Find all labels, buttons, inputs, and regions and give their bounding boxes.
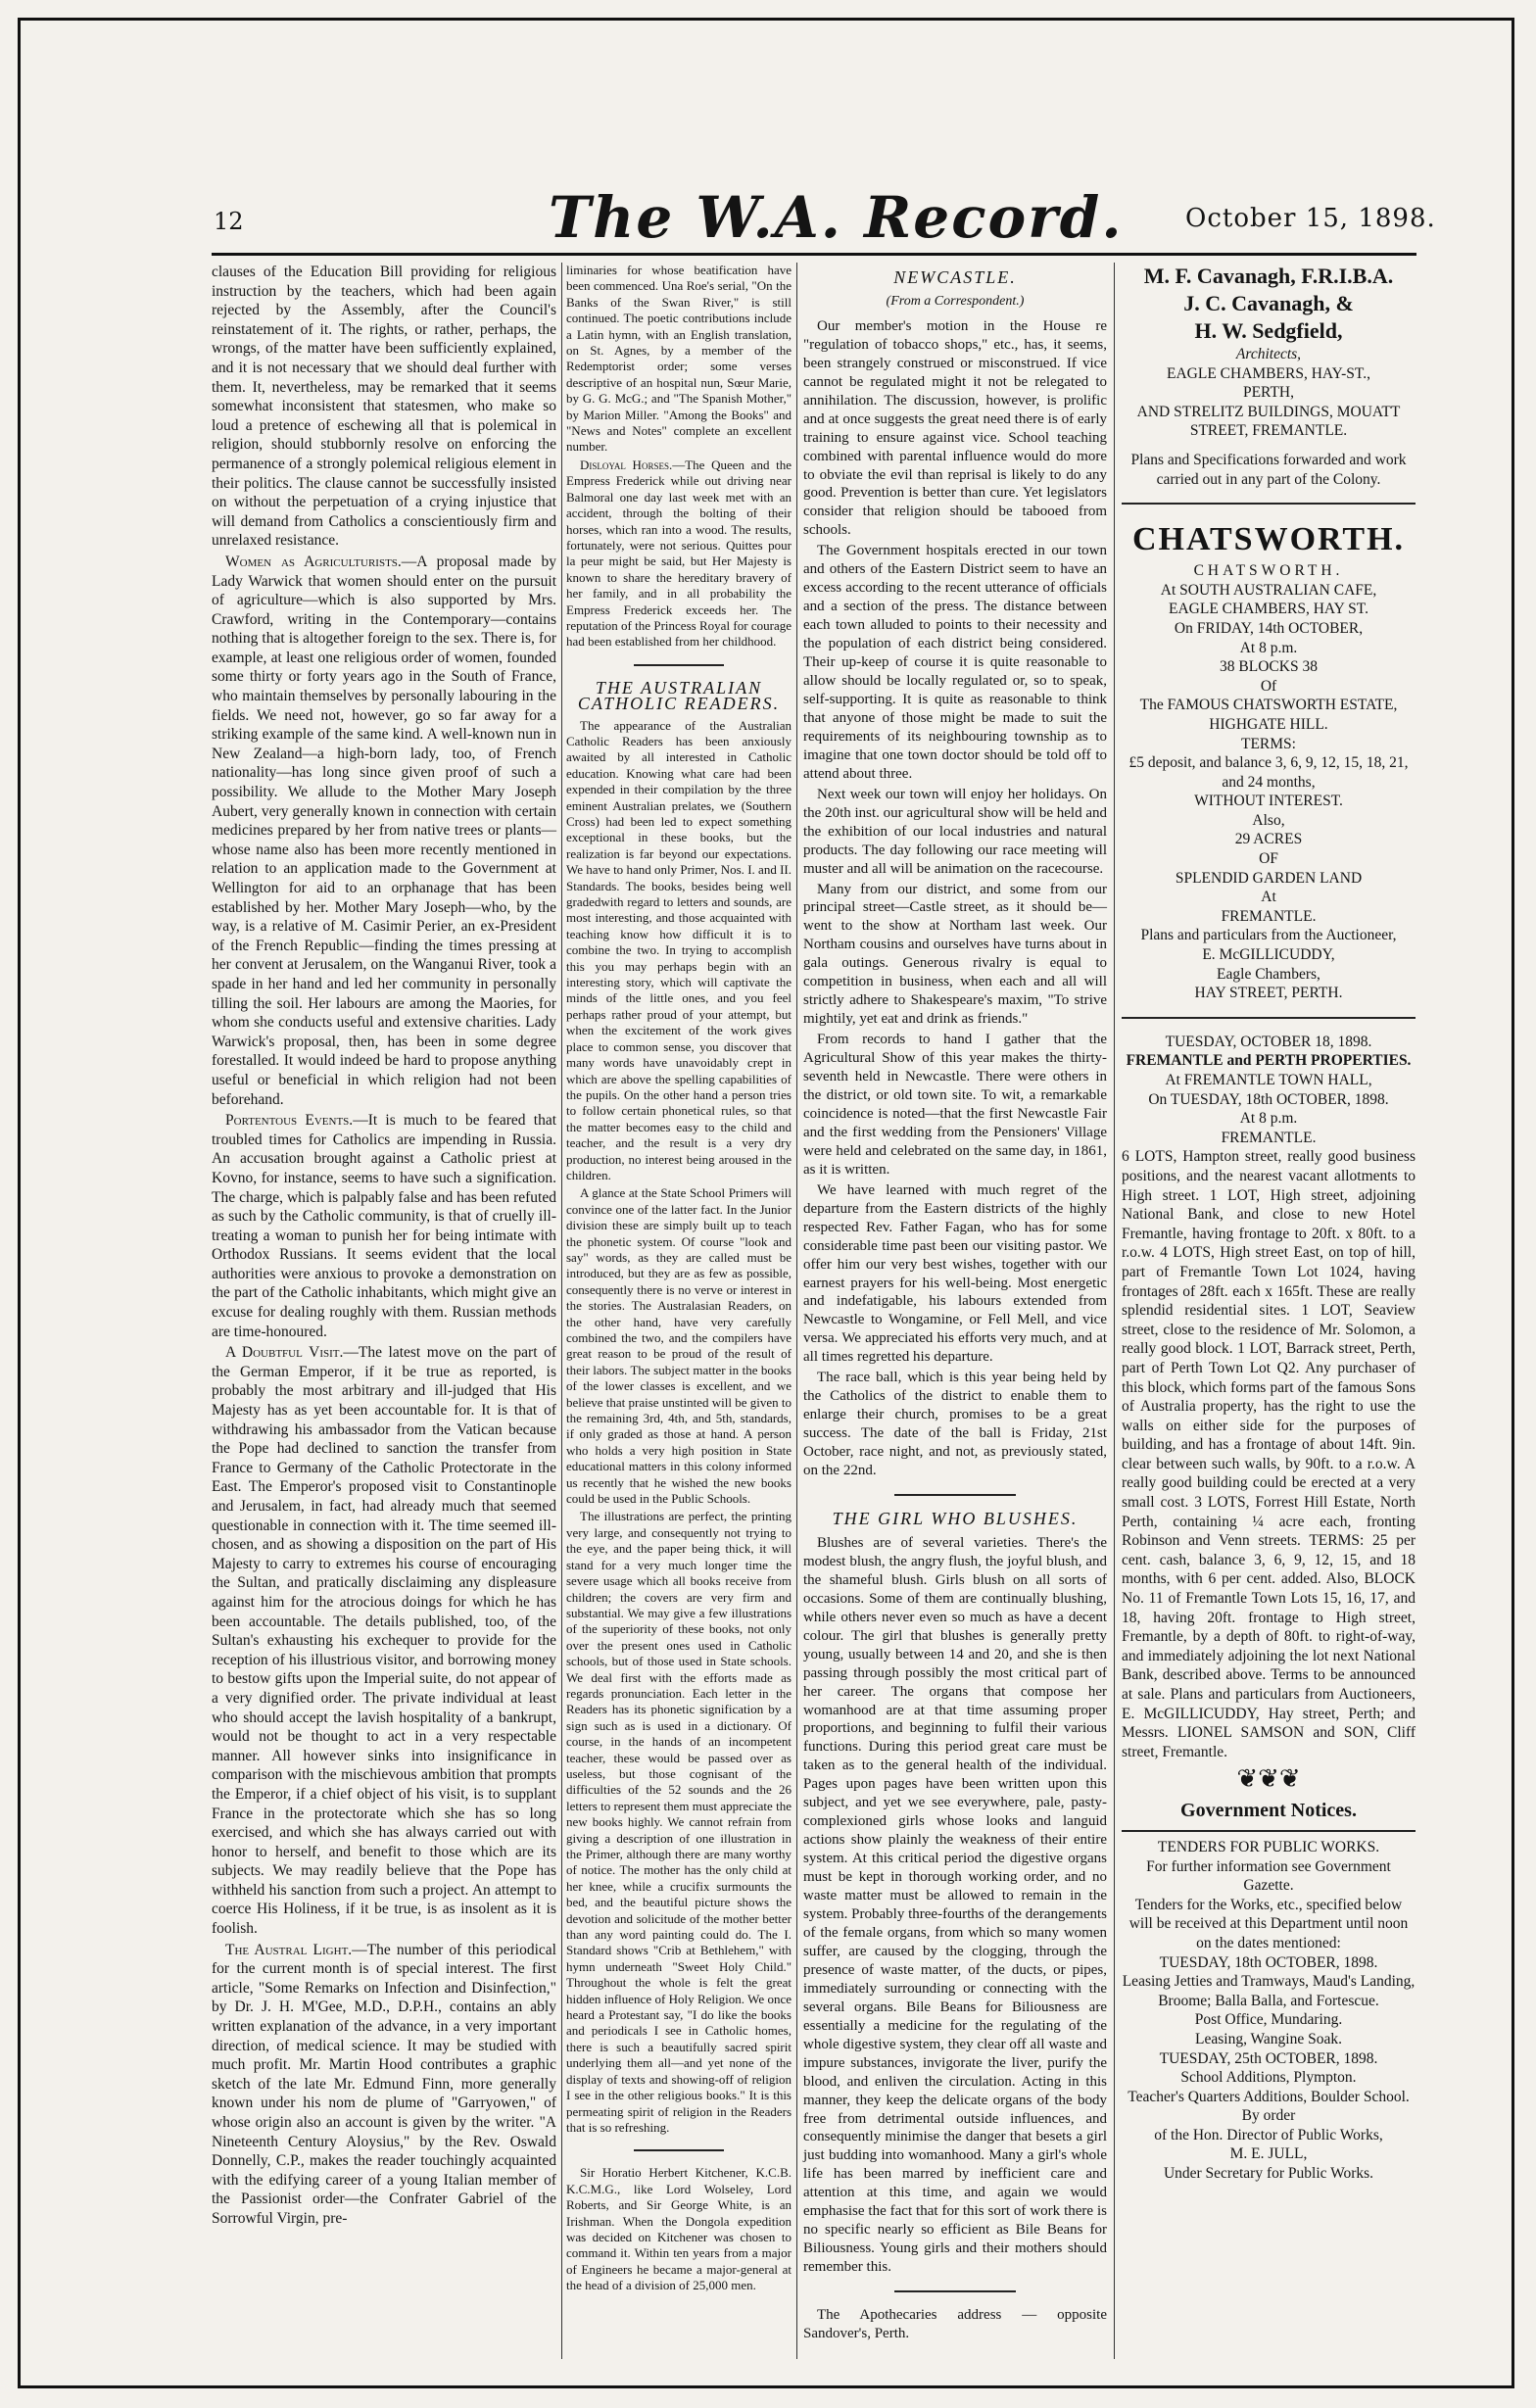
government-notices (1122, 1797, 1416, 2184)
article-paragraph: clauses of the Education Bill providing for religious instruction by the teachers, which had been again rejected by the Assembly, after the Council's reinstatement of it. The rights, or rather, perhaps, the wrongs, of the matter have been sufficiently explained, and it is not necessary that we should deal further with them. It, nevertheless, may be remarked that it seems somewhat inconsistent that statesmen, who make so loud a pretence of eschewing all that is polemical in religion, should stubbornly resolve on enforcing the permanence of a strongly polemical religious element in their politics. The clause cannot be successfully insisted on without the perpetuation of a crying injustice that will demand from Catholics a conscientiously firm and unrelaxed resistance. (212, 264, 556, 550)
article-subheading: Disloyal Horses. (580, 457, 673, 472)
advert-line: £5 deposit, and balance 3, 6, 9, 12, 15, 18, 21, and 24 months, (1128, 754, 1409, 791)
notice-line: Under Secretary for Public Works. (1163, 2165, 1374, 2183)
article-paragraph (212, 1343, 556, 1938)
advert-line: FREMANTLE. (1221, 907, 1317, 925)
article-subheading: Women as Agriculturists. (225, 553, 402, 570)
notice-line: Leasing Jetties and Tramways, Maud's Landing, Broome; Balla Balla, and Fortescue. (1122, 1973, 1416, 2009)
advert-line: The FAMOUS CHATSWORTH ESTATE, (1139, 697, 1398, 714)
advert-line: HAY STREET, PERTH. (1194, 985, 1343, 1002)
article-text: —It is much to be feared that troubled times for Catholics are impending in Russia. An accusation brought against a Catholic priest at Kovno, for instance, seems to have such a signification. The charge, which is palpably false and has been refuted as such by the Catholic community, is that of cruelly ill-treating a woman to punish her for being intimate with Orthodox Russians. It seems evident that the local authorities were anxious to provoke a demonstration on the part of the Catholic inhabitants, which might give an excuse for dealing roughly with them. Russian methods are time-honoured. (212, 1112, 557, 1340)
masthead: The W.A. Record. (549, 184, 1124, 251)
article-heading: NEWCASTLE. (893, 267, 1017, 287)
advert-line: PERTH, (1242, 384, 1295, 402)
advert-line: EAGLE CHAMBERS, HAY-ST., (1167, 364, 1370, 382)
notice-line: School Additions, Plympton. (1180, 2069, 1357, 2087)
article-subheading: Portentous Events. (225, 1112, 354, 1130)
chatsworth-advert (1122, 518, 1416, 1003)
article-paragraph: The illustrations are perfect, the printing very large, and consequently not trying to the eye, and the paper being thick, it will stand for a very much longer time the severe usage which all books receive from children; the covers are very firm and substantial. We may give a few illustrations of the superiority of these books, not only over the present ones used in Catholic schools, but of those used in State schools. We deal first with the efforts made as regards pronunciation. Each letter in the Readers has its phonetic signification by a sign such as is used in a dictionary. Of course, in the hands of an incompetent teacher, these would be passed over as useless, but those cognisant of the difficulties of the 52 sounds and the 26 letters to represent them must appreciate the new books highly. We cannot refrain from giving a description of one illustration in the Primer, although there are many worthy of notice. The mother has the only child at her knee, while a crucifix surmounts the bed, and the beautiful picture shows the devotion and solicitude of the mother better than any word painting could do. The I. Standard shows "Crib at Bethlehem," with hymn underneath "Sweet Holy Child." Throughout the whole is felt the great hidden influence of Holy Religion. We once heard a Protestant say, "I do like the books and periodicals I see in Catholic homes, there is such a beautifully sacred spirit underlying them all—and yet none of the display of texts and showing-off of religion I see in the other religious books." It is this permeating spirit of religion in the Readers that is so refreshing. (566, 1509, 792, 2135)
article-text: —A proposal made by Lady Warwick that women should enter on the pursuit of agriculture—which is also supported by Mrs. Crawford, writing in the Contemporary—contains nothing that is altogether foreign to the sex. There is, for example, at least one religious order of women, founded some thirty or forty years ago in the South of France, who maintain themselves by personally labouring in the fields. We need not, however, go so far away for a striking example of the same kind. A well-known nun in New Zealand—a high-born lady, too, of French nationality—has long since given proof of such a possibility. We allude to the Mother Mary Joseph Aubert, very generally known in connection with certain medicines prepared by her from native trees or plants—whose name also has been more recently mentioned in relation to an application made to the Government at Wellington for aid to an orphanage that has been established by her. Mother Mary Joseph—who, by the way, is a relative of M. Casimir Perier, an ex-President of the French Republic—finding the times pressing at her convent at Jerusalem, on the Wanganui River, took a spade in her hand and led her community in personally tilling the soil. Her labours are among the Maories, for whom she conducts useful and extensive charities. Lady Warwick's proposal, then, has been in some degree forestalled. It would indeed be hard to propose anything useful or beneficial in which religion had not been beforehand. (212, 553, 556, 1108)
article-paragraph (212, 1111, 556, 1341)
advert-lots: 6 LOTS, Hampton street, really good business positions, and the nearest vacant allotments to High street. 1 LOT, High street, adjoining National Bank, and close to new Hotel Fremantle, having frontage to 20ft. x 80ft. to a r.o.w. 4 LOTS, High street East, on top of hill, part of Fremantle Town Lot 1024, having frontages of 28ft. each x 165ft. These are really splendid residential sites. 1 LOT, Seaview street, close to the residence of Mr. Solomon, a really good block. 1 LOT, Barrack street, Perth, part of Perth Town Lot Q2. Any purchaser of this block, which forms part of the famous Sons of Australia property, has the right to use the walls on either side for the purposes of building, and has a frontage of about 14ft. 9in. clear between such walls, by 90ft. to a r.o.w. A really good building could be erected at a very small cost. 3 LOTS, Forrest Hill Estate, North Perth, containing ¼ acre each, fronting Robinson and Venn streets. TERMS: 25 per cent. cash, balance 3, 6, 9, 12, 15, and 18 months, with 6 per cent. added. Also, BLOCK No. 11 of Fremantle Town Lots 15, 16, 17, and 18, having 20ft. frontage to High street, Fremantle, by a depth of 80ft. to right-of-way, and immediately adjoining the lot next National Bank, described above. Terms to be announced at sale. Plans and particulars from Auctioneers, E. McGILLICUDDY, Hay street, Perth; and Messrs. LIONEL SAMSON and SON, Cliff street, Fremantle. (1122, 1148, 1416, 1760)
advert-date-heading: TUESDAY, OCTOBER 18, 1898. (1165, 1033, 1372, 1050)
notice-line: TENDERS FOR PUBLIC WORKS. (1157, 1838, 1380, 1855)
article-paragraph: Many from our district, and some from our principal street—Castle street, as it should be—went to the show at Northam last week. Our Northam cousins and ourselves have turns about in gala outings. Generous rivalry is equal to competition in business, when each and all will strictly adhere to Shakespeare's maxim, "To strive mightily, yet eat and drink as friends." (803, 881, 1107, 1028)
section-divider (894, 2290, 1016, 2292)
notice-line: TUESDAY, 25th OCTOBER, 1898. (1159, 2049, 1378, 2067)
advert-line: Eagle Chambers, (1217, 965, 1320, 983)
article-paragraph (566, 458, 792, 650)
article-heading: THE GIRL WHO BLUSHES. (832, 1509, 1079, 1528)
section-divider (894, 1494, 1016, 1496)
column-rule (796, 263, 797, 2359)
advert-line: 38 BLOCKS 38 (1220, 658, 1318, 676)
advert-line: FREMANTLE and PERTH PROPERTIES. (1126, 1052, 1412, 1070)
advert-line: HIGHGATE HILL. (1209, 715, 1328, 733)
fremantle-perth-advert (1122, 1033, 1416, 1762)
advert-line: E. McGILLICUDDY, (1202, 946, 1335, 964)
article-text: —The latest move on the part of the German Emperor, if it be true as reported, is probably the most arbitrary and ill-judged that His Majesty has as yet been accountable for. It is that of withdrawing his ambassador from the Vatican because the Pope had declined to sanction the transfer from France to Germany of the Catholic Protectorate in the East. The Emperor's proposed visit to Constantinople and Jerusalem, in fact, had already much that seemed questionable in connection with it. The time seemed ill-chosen, and as showing a disposition on the part of His Majesty to carry to extremes his course of encouraging the Sultan, and pratically disclaiming any displeasure against him for the atrocious doings for which he has been accountable. The details published, too, of the Sultan's exhausting his exchequer to provide for the reception of his illustrious visitor, and borrowing money to bestow gifts upon the Imperial suite, do not appear of a very dignified order. The private individual at least who should accept the lavish hospitality of a bankrupt, would not be thought to act in a very respectable manner. All however sinks into insignificance in comparison with the mischievous ambition that prompts the Emperor, if a chief object of his visit, is to supplant France in the protectorate which she has so long exercised, and which she has always carried out with honor to herself, and benefit to those which are its subjects. We may readily believe that the Pope has withheld his sanction from such a project. An attempt to coerce His Holiness, if it be true, is as insolent as it is foolish. (212, 1344, 556, 1938)
ornament-icon: ❦❦❦ (1236, 1764, 1301, 1794)
advert-line: At SOUTH AUSTRALIAN CAFE, (1160, 581, 1377, 599)
architects-advert (1122, 263, 1416, 489)
notices-heading: Government Notices. (1180, 1799, 1357, 1821)
article-text: —The number of this periodical for the current month is of special interest. The first article, "Some Remarks on Infection and Disinfection," by Dr. J. H. M'Gee, M.D., D.P.H., contains an ably written explanation of the advance, in a very important direction, of medical science. It may be studied with much profit. Mr. Martin Hood contributes a graphic sketch of the late Mr. Edmund Finn, more generally known under his nom de plume of "Garryowen," of whose origin also an account is given by the writer. "A Nineteenth Century Aloysius," by the Rev. Oswald Donnelly, C.P., makes the reader touchingly acquainted with the edifying career of a young Italian member of the Passionist order—the Confrater Gabriel of the Sorrowful Virgin, pre- (212, 1941, 556, 2227)
notice-line: Tenders for the Works, etc., specified below will be received at this Department until noon on the dates mentioned: (1128, 1896, 1409, 1951)
advert-line: Of (1260, 677, 1277, 695)
article-paragraph (212, 553, 556, 1109)
advert-title: CHATSWORTH. (1131, 521, 1406, 558)
advert-line: 29 ACRES (1234, 831, 1303, 848)
section-divider (634, 2149, 724, 2151)
advert-line: Architects, (1235, 346, 1302, 362)
advert-line: At 8 p.m. (1239, 1110, 1298, 1128)
advert-line: AND STRELITZ BUILDINGS, MOUATT STREET, FREMANTLE. (1136, 403, 1401, 440)
column-1 (212, 263, 556, 2231)
advert-line: M. F. Cavanagh, F.R.I.B.A. (1143, 264, 1394, 288)
advert-line: At FREMANTLE TOWN HALL, (1165, 1072, 1372, 1088)
advert-line: At (1261, 889, 1276, 906)
advert-line: TERMS: (1241, 735, 1296, 752)
article-paragraph: The Apothecaries address — opposite Sandover's, Perth. (803, 2307, 1107, 2342)
notice-line: By order (1241, 2107, 1296, 2125)
article-paragraph: Our member's motion in the House re "regulation of tobacco shops," etc., has, it seems, been strangely construed or misconstrued. If vice cannot be regulated might it not be relegated to annihilation. The discussion, however, is prolific and at once suggests the great need there is of early training to ensure against vice. School teaching combined with parental influence would do more to obviate the evil than reprisal is likely to do any good. Prevention is better than cure. Yet legislators consider that religion should be tabooed from schools. (803, 317, 1107, 539)
advert-line: J. C. Cavanagh, & (1183, 291, 1354, 315)
article-byline: (From a Correspondent.) (886, 293, 1025, 309)
notice-line: Post Office, Mundaring. (1194, 2011, 1343, 2029)
article-paragraph: Blushes are of several varieties. There's the modest blush, the angry flush, the joyful blush, and the shameful blush. Girls blush on all sorts of occasions. Some of them are continually blushing, while others never even so much as have a decent colour. The girl that blushes is generally pretty young, usually between 14 and 20, and she is then passing through possibly the most critical part of her career. The organs that compose her womanhood are at that time assuming proper proportions, and beginning to fulfil their various functions. During this period great care must be taken as to the general health of the individual. Pages upon pages have been written upon this subject, and yet we see everywhere, pale, pasty-complexioned girls whose looks and languid actions show plainly the weakness of their entire system. At this critical period the digestive organs must be kept in thorough working order, and no waste matter must be allowed to remain in the system. Probably three-fourths of the derangements of the female organs, from which so many women suffer, are caused by the clogging, through the presence of waste matter, of the ducts, or pipes, immediately surrounding or connecting with the several organs. Bile Beans for Biliousness are essentially a medicine for the regulating of the whole digestive system, they clear off all waste and impure substances, invigorate the liver, purify the blood, and enliven the circulation. Acting in this manner, they keep the delicate organs of the body free from detrimental outside influences, and consequently minimise the danger that besets a girl just budding into womanhood. Many a girl's whole life has been marred by inefficient care and attention at this time, and again we would emphasise the fact that for this sort of work there is no specific nearly so efficient as Bile Beans for Biliousness. Young girls and their mothers should remember this. (803, 1534, 1107, 2276)
article-subheading: The Austral Light. (225, 1941, 353, 1958)
article-paragraph: A glance at the State School Primers will convince one of the latter fact. In the Junior division these are simply built up to teach the phonetic system. Of course "look and say" words, as they are called must be introduced, but they are as few as possible, consequently there is no verve or interest in the stories. The Australasian Readers, on the other hand, have very carefully combined the two, and the compilers have great reason to be proud of the result of their labors. The subject matter in the books of the lower classes is excellent, and we believe that praise unstinted will be given to the remaining 3rd, 4th, and 5th, standards, if only graded as those at hand. A person who holds a very high position in State educational matters in this colony informed us recently that he wished the new books could be used in the Public Schools. (566, 1185, 792, 1507)
column-rule (1114, 263, 1115, 2359)
article-text: —The Queen and the Empress Frederick while out driving near Balmoral one day last week met with an accident, through the bolting of their horses, which ran into a wood. The results, fortunately, were not serious. Quittes pour la peur might be said, but Her Majesty is known to share the hereditary bravery of her family, and in all probability the Empress Frederick exceeds her. The reputation of the Princess Royal for courage had been established from her childhood. (566, 457, 792, 650)
advert-line: FREMANTLE. (1221, 1129, 1317, 1146)
article-heading: THE AUSTRALIAN CATHOLIC READERS. (577, 677, 781, 714)
article-paragraph: From records to hand I gather that the Agricultural Show of this year makes the thirty-seventh held in Newcastle. There were others in the district, or old town site. To wit, a remarkable coincidence is noted—that the first Newcastle Fair and the first wedding from the Pensioners' Village were held and celebrated on the same day, in 1861, as it is written. (803, 1032, 1107, 1178)
article-paragraph: We have learned with much regret of the departure from the Eastern districts of the highly respected Rev. Father Fagan, who has for some considerable time past been our visiting pastor. We offer him our very best wishes, together with our earnest prayers for his well-being. Most energetic and indefatigable, his labours extended from Newcastle to Wongamine, or Fell Mell, and vice versa. We appreciated his efforts very much, and at all times regretted his departure. (803, 1181, 1107, 1366)
article-paragraph: Sir Horatio Herbert Kitchener, K.C.B. K.C.M.G., like Lord Wolseley, Lord Roberts, and Sir George White, is an Irishman. When the Dongola expedition was decided on Kitchener was chosen to command it. Within ten years from a major of Engineers he became a major-general at the head of a division of 25,000 men. (566, 2165, 792, 2293)
advert-line: H. W. Sedgfield, (1194, 318, 1343, 343)
article-paragraph: The appearance of the Australian Catholic Readers has been anxiously awaited by all interested in Catholic education. Knowing what care had been expended in their compilation by the three eminent Australian prelates, we (Southern Cross) had been led to expect something exceptional in these books, but the realization is far beyond our expectations. We have to hand only Primer, Nos. I. and II. Standards. The books, besides being well gradedwith regard to letters and sounds, are most interesting, and those acquainted with teaching know how difficult it is to combine the two. In trying to accomplish this you may perhaps begin with an interesting story, which will captivate the minds of the little ones, and you feel perhaps rather proud of your attempt, but when the excitement of the work gives place to common sense, you discover that many words have unavoidably crept in which are above the spelling capabilities of the pupils. On the other hand a person tries to follow certain phonetical rules, so that the matter becomes easy to the child and teacher, and the result is a very dry production, no interest being aroused in the children. (566, 717, 792, 1182)
advert-line: On TUESDAY, 18th OCTOBER, 1898. (1148, 1090, 1389, 1108)
notice-line: For further information see Government Gazette. (1146, 1857, 1391, 1895)
article-paragraph (212, 1941, 556, 2229)
column-2 (566, 263, 792, 2296)
header-rule (212, 253, 1416, 256)
advert-line: OF (1259, 850, 1278, 868)
advert-line: Also, (1252, 811, 1285, 829)
article-subheading: A Doubtful Visit. (225, 1344, 344, 1362)
advert-line: Plans and particulars from the Auctioneer, (1140, 927, 1397, 944)
advert-line: EAGLE CHAMBERS, HAY ST. (1169, 601, 1368, 618)
article-paragraph: The race ball, which is this year being held by the Catholics of the district to enable them to enlarge their church, promises to be a great success. The date of the ball is Friday, 21st October, race night, and not, as previously stated, on the 22nd. (803, 1370, 1107, 1479)
page-number: 12 (214, 208, 244, 235)
advert-line: WITHOUT INTEREST. (1194, 793, 1343, 810)
advert-divider (1122, 1017, 1416, 1019)
issue-date: October 15, 1898. (1185, 204, 1436, 233)
advert-line: On FRIDAY, 14th OCTOBER, (1174, 619, 1364, 637)
article-paragraph: Next week our town will enjoy her holidays. On the 20th inst. our agricultural show will be held and the exhibition of our local industries and natural products. The day following our race meeting will muster and all will be animation on the racecourse. (803, 786, 1107, 877)
advert-divider (1122, 503, 1416, 505)
advert-line: CHATSWORTH. (1193, 562, 1344, 580)
advert-line: Plans and Specifications forwarded and work carried out in any part of the Colony. (1130, 451, 1407, 488)
notice-line: Teacher's Quarters Additions, Boulder School. (1128, 2088, 1410, 2105)
notice-line: M. E. JULL, (1229, 2145, 1308, 2163)
notice-line: TUESDAY, 18th OCTOBER, 1898. (1159, 1953, 1378, 1971)
column-4-advertisements (1122, 263, 1416, 2184)
section-divider (634, 664, 724, 666)
advert-line: At 8 p.m. (1239, 639, 1298, 656)
article-paragraph: liminaries for whose beatification have been commenced. Una Roe's serial, "On the Banks of the Swan River," is still continued. The poetic contributions include a Latin hymn, with an English translation, on St. Agnes, by a member of the Redemptorist order; some verses descriptive of an hospital nun, Sœur Marie, by G. G. McG.; and "The Spanish Mother," by Marion Miller. "Among the Books" and "News and Notes" complete an excellent number. (566, 263, 792, 455)
column-rule (561, 263, 562, 2359)
column-3 (803, 263, 1107, 2345)
advert-divider (1122, 1830, 1416, 1832)
advert-line: SPLENDID GARDEN LAND (1175, 869, 1363, 887)
notice-line: of the Hon. Director of Public Works, (1154, 2126, 1383, 2143)
article-paragraph: The Government hospitals erected in our town and others of the Eastern District seem to have an excess according to the recent utterance of officials and a section of the press. The distance between each town alluded to points to their necessity and the population of each district being considered. Their up-keep of course it is quite reasonable to allow should be locally regulated or, so to speak, self-supporting. It is quite as reasonable to think that anyone of those might be made to suit the requirements of its neighbouring township as to imagine that one town doctor should be told off to attend about three. (803, 543, 1107, 782)
notice-line: Leasing, Wangine Soak. (1195, 2030, 1342, 2047)
